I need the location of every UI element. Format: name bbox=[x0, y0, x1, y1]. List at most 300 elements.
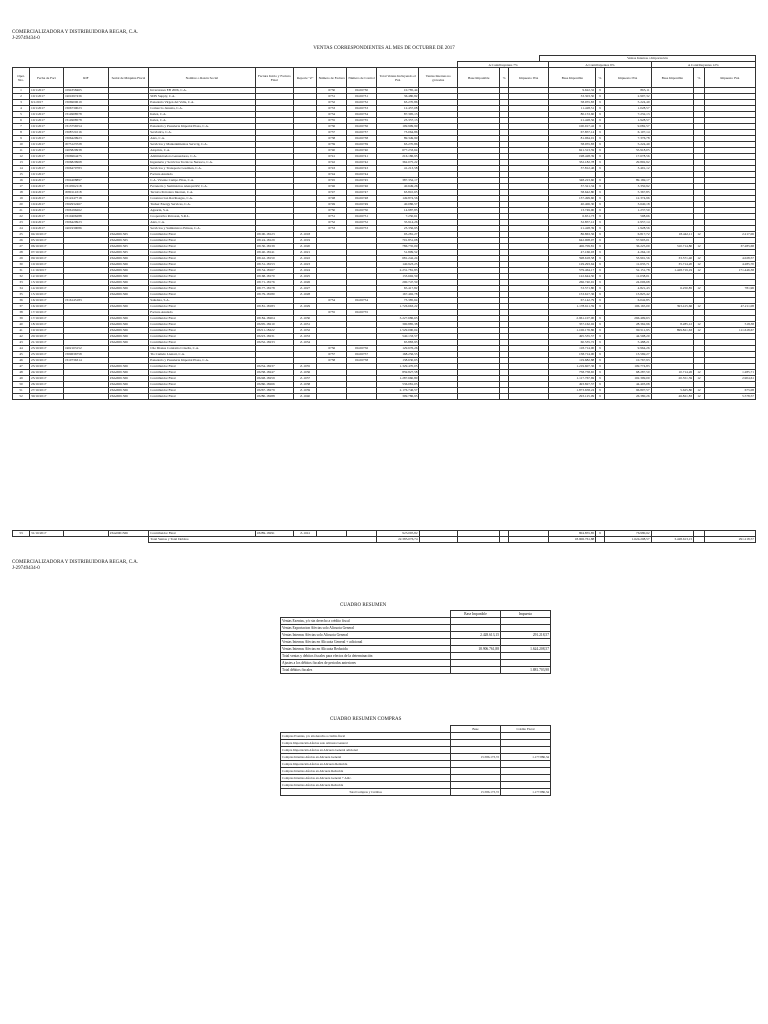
table-cell: 2.957,14 bbox=[604, 220, 651, 226]
column-header-row bbox=[13, 68, 756, 88]
table-cell bbox=[500, 394, 509, 400]
purchases-value bbox=[501, 747, 551, 754]
table-cell bbox=[317, 394, 347, 400]
table-cell: 3.401,12 bbox=[604, 166, 651, 172]
table-cell: 50 bbox=[13, 382, 30, 388]
table-cell bbox=[347, 394, 377, 400]
table-cell: 23/10/2017 bbox=[30, 358, 64, 364]
table-cell: 58.642,80 bbox=[549, 190, 596, 196]
table-cell: 9 bbox=[596, 250, 605, 256]
table-cell: 1.028,57 bbox=[604, 106, 651, 112]
table-cell: 31/10/2017 bbox=[30, 531, 64, 537]
summary-value bbox=[501, 660, 551, 667]
column-header: Base Imponible bbox=[651, 68, 694, 88]
table-cell: SDN Supply, C.A. bbox=[149, 94, 255, 100]
footer-company-rif: J-29749434-0 bbox=[12, 566, 40, 571]
table-cell: 518,38 bbox=[704, 322, 755, 328]
table-cell: 6732 bbox=[317, 100, 347, 106]
table-cell: 5.224,49 bbox=[604, 100, 651, 106]
table-cell: 9 bbox=[596, 106, 605, 112]
table-cell: 8.285,12 bbox=[651, 322, 694, 328]
total-base-9: 18.906.761,88 bbox=[549, 537, 596, 543]
summary-label: Total ventas y debitos fiscales para efectos de la determinación bbox=[281, 653, 451, 660]
table-cell: 17 bbox=[13, 184, 30, 190]
table-cell: 4 bbox=[13, 106, 30, 112]
table-cell: 153.617,36 bbox=[549, 292, 596, 298]
table-cell: 36.225,09 bbox=[604, 244, 651, 250]
purchases-total-row bbox=[281, 789, 551, 796]
summary-label: Ajustes a los débitos fiscales de periodos anteriores bbox=[281, 660, 451, 667]
table-cell: 12.457,08 bbox=[376, 106, 419, 112]
table-cell: Ingenieria y Servicios Tecnicos Nerusca, C.A. bbox=[149, 160, 255, 166]
table-cell: 18130-18139 bbox=[255, 244, 293, 250]
table-cell: 266.499,63 bbox=[604, 316, 651, 322]
table-cell: 25 bbox=[13, 232, 30, 238]
table-cell: Contribuidor Final bbox=[149, 531, 255, 537]
table-cell: 18211-18222 bbox=[255, 328, 293, 334]
table-cell: 2 bbox=[13, 94, 30, 100]
table-cell: 18140-18141 bbox=[255, 250, 293, 256]
table-cell: 00-06758 bbox=[347, 358, 377, 364]
purchases-value bbox=[501, 768, 551, 775]
table-cell: J080114318 bbox=[64, 190, 109, 196]
table-cell: 44.598,20 bbox=[604, 334, 651, 340]
table-cell: 106.165,00 bbox=[604, 304, 651, 310]
table-cell: 26/10/2017 bbox=[30, 382, 64, 388]
table-cell: 100.917,42 bbox=[549, 124, 596, 130]
table-cell: 6756 bbox=[317, 346, 347, 352]
table-cell: 12 bbox=[694, 244, 705, 250]
table-cell: Contribuidor Final bbox=[149, 304, 255, 310]
table-cell: 14.987,85 bbox=[376, 208, 419, 214]
table-cell: 00-06733 bbox=[347, 106, 377, 112]
table-cell: Ferreteria y Suministros Alenqui RV, C.A. bbox=[149, 184, 255, 190]
column-header: Número de Factura bbox=[317, 68, 347, 88]
table-cell: 2.961.107,00 bbox=[549, 316, 596, 322]
table-cell: 119.682,88 bbox=[549, 358, 596, 364]
table-cell: 58.055,83 bbox=[549, 100, 596, 106]
table-cell: 4.285,70 bbox=[704, 262, 755, 268]
table-cell: Contribuidor Final bbox=[149, 388, 255, 394]
table-cell: 89.349,99 bbox=[376, 136, 419, 142]
purchases-row bbox=[281, 775, 551, 782]
table-cell: 3.640,18 bbox=[604, 202, 651, 208]
table-cell: Clie Dianas Contratia Crisella, C.A. bbox=[149, 346, 255, 352]
table-cell: 99.511,95 bbox=[604, 328, 651, 334]
purchases-value bbox=[501, 733, 551, 740]
table-cell: 40.649,26 bbox=[376, 184, 419, 190]
table-cell: 9 bbox=[596, 280, 605, 286]
table-cell: 20.551,59 bbox=[651, 376, 694, 382]
table-cell: 10/4/2017 bbox=[30, 178, 64, 184]
table-cell: 6737 bbox=[317, 130, 347, 136]
table-cell: Contribuidor Final bbox=[149, 334, 255, 340]
table-cell: 348.223,60 bbox=[549, 178, 596, 184]
table-cell: 167.492,78 bbox=[376, 292, 419, 298]
table-cell: 00-06741 bbox=[347, 154, 377, 160]
table-cell: Z6A0001566 bbox=[108, 292, 148, 298]
table-cell: Alex, C.A. bbox=[149, 220, 255, 226]
table-cell: 9 bbox=[596, 244, 605, 250]
table-cell: 12 bbox=[694, 394, 705, 400]
table-cell: Contribuidor Final bbox=[149, 286, 255, 292]
table-cell: 4.821,43 bbox=[604, 286, 651, 292]
table-cell: Cooperativa Petrosan, S.R.L. bbox=[149, 214, 255, 220]
table-cell: 63.810,65 bbox=[376, 190, 419, 196]
table-cell: 9 bbox=[596, 352, 605, 358]
table-cell: 24/10/2017 bbox=[30, 370, 64, 376]
table-cell: 7.250,61 bbox=[376, 214, 419, 220]
table-cell: 6747 bbox=[317, 190, 347, 196]
table-cell: Administradora Genuadores, C.A. bbox=[149, 154, 255, 160]
summary-value bbox=[501, 639, 551, 646]
table-cell: J401939086 bbox=[64, 226, 109, 232]
table-cell: 6 bbox=[13, 118, 30, 124]
table-cell: 36 bbox=[13, 298, 30, 304]
table-cell: 10.767,93 bbox=[604, 358, 651, 364]
table-cell: Z-1039 bbox=[293, 388, 316, 394]
total-sales: 22.385.076,74 bbox=[376, 537, 419, 543]
purchases-value bbox=[451, 733, 501, 740]
table-cell: 675,08 bbox=[704, 388, 755, 394]
table-cell: 293.125,09 bbox=[549, 394, 596, 400]
table-cell: 10/1/2017 bbox=[30, 154, 64, 160]
table-cell: Z-1040 bbox=[293, 394, 316, 400]
table-cell: J294358465 bbox=[64, 88, 109, 94]
table-cell: 18171-18176 bbox=[255, 280, 293, 286]
table-cell: 23.356,95 bbox=[376, 226, 419, 232]
table-cell: 15/10/2017 bbox=[30, 292, 64, 298]
table-cell: 642.908,07 bbox=[549, 238, 596, 244]
table-cell: 9 bbox=[596, 112, 605, 118]
table-cell: 6.651,73 bbox=[549, 214, 596, 220]
table-cell: J073123728 bbox=[64, 142, 109, 148]
table-row bbox=[13, 394, 756, 400]
table-cell: 20/10/2017 bbox=[30, 334, 64, 340]
summary-header-base: Base Imponible bbox=[451, 611, 501, 618]
table-cell: 18151-18153 bbox=[255, 262, 293, 268]
table-cell: 9.082,57 bbox=[604, 124, 651, 130]
table-cell: 6755 bbox=[317, 310, 347, 316]
table-cell: 6.107,14 bbox=[604, 130, 651, 136]
table-cell: C.A. Vicente Campo Elias, C.A. bbox=[149, 178, 255, 184]
table-cell: 67.857,14 bbox=[549, 130, 596, 136]
table-cell: 6757 bbox=[317, 352, 347, 358]
table-cell: 1.873.658,24 bbox=[549, 388, 596, 394]
summary-value bbox=[451, 618, 501, 625]
table-cell: Servisilca, C.A. bbox=[149, 130, 255, 136]
table-cell: Contribuidor Final bbox=[149, 280, 255, 286]
table-cell: 7.376,78 bbox=[604, 136, 651, 142]
table-cell: Z-1041 bbox=[293, 531, 316, 537]
table-cell: 11 bbox=[13, 148, 30, 154]
table-cell: 6753 bbox=[317, 226, 347, 232]
table-cell: 12 bbox=[694, 286, 705, 292]
table-cell: Z6A0001566 bbox=[108, 370, 148, 376]
table-cell: 266.740,91 bbox=[549, 280, 596, 286]
table-cell: 2.217,06 bbox=[704, 232, 755, 238]
table-cell: 39 bbox=[13, 316, 30, 322]
table-cell: 13.569,27 bbox=[604, 352, 651, 358]
table-cell: 9 bbox=[596, 334, 605, 340]
table-cell: 28 bbox=[13, 250, 30, 256]
table-cell: 48 bbox=[13, 370, 30, 376]
table-cell: Z6A0001566 bbox=[108, 328, 148, 334]
table-cell: 11.635,71 bbox=[604, 262, 651, 268]
purchases-summary-title: CUADRO RESUMEN COMPRAS bbox=[330, 717, 402, 722]
table-cell: 10/1/2017 bbox=[30, 136, 64, 142]
table-cell: 406.709,81 bbox=[549, 244, 596, 250]
table-cell: J314908578 bbox=[64, 112, 109, 118]
table-cell: 22 bbox=[13, 214, 30, 220]
table-cell: J306470783 bbox=[64, 166, 109, 172]
table-cell: 28.362,96 bbox=[604, 322, 651, 328]
table-cell: J312247718 bbox=[64, 196, 109, 202]
table-cell: 87.395,13 bbox=[376, 112, 419, 118]
table-cell: 14 bbox=[13, 166, 30, 172]
purchases-value bbox=[451, 747, 501, 754]
column-header: % bbox=[500, 68, 509, 88]
table-cell: 00-06752 bbox=[347, 220, 377, 226]
table-cell: J306900619 bbox=[64, 100, 109, 106]
table-cell: 536.081,05 bbox=[376, 382, 419, 388]
table-cell: 76.980,62 bbox=[604, 531, 651, 537]
table-cell: 6749 bbox=[317, 202, 347, 208]
table-cell: 6/1/2017 bbox=[30, 100, 64, 106]
table-cell: 18124-18129 bbox=[255, 238, 293, 244]
summary-row bbox=[281, 667, 551, 674]
table-cell: Z-1019 bbox=[293, 238, 316, 244]
table-cell: 00-06734 bbox=[347, 112, 377, 118]
table-cell: 58.055,83 bbox=[549, 142, 596, 148]
table-cell: 29 bbox=[13, 256, 30, 262]
table-cell: 290.747,59 bbox=[376, 280, 419, 286]
table-cell: 11.038,01 bbox=[604, 274, 651, 280]
table-cell: 6740 bbox=[317, 148, 347, 154]
table-cell: 6733 bbox=[317, 106, 347, 112]
table-cell: 6730 bbox=[317, 88, 347, 94]
table-cell: J403820938 bbox=[64, 148, 109, 154]
table-cell: Z-1023 bbox=[293, 262, 316, 268]
summary-title: CUADRO RESUMEN bbox=[340, 603, 387, 608]
table-cell: 6734 bbox=[317, 112, 347, 118]
table-cell: Contribuidor Final bbox=[149, 262, 255, 268]
column-header: % bbox=[596, 68, 605, 88]
table-cell: 9 bbox=[596, 202, 605, 208]
table-cell: 1.219.607,36 bbox=[549, 364, 596, 370]
table-cell: Z-1036 bbox=[293, 370, 316, 376]
table-cell: Z6A0001566 bbox=[108, 262, 148, 268]
table-cell: 18223-18231 bbox=[255, 334, 293, 340]
table-cell: 80.153,60 bbox=[549, 112, 596, 118]
table-cell: J306964475 bbox=[64, 154, 109, 160]
table-cell: 1.178.611,59 bbox=[549, 304, 596, 310]
table-cell: Z6A0001566 bbox=[108, 531, 148, 537]
table-cell: 20 bbox=[13, 202, 30, 208]
table-cell: 16/10/2017 bbox=[30, 298, 64, 304]
table-cell: 2.176.746,57 bbox=[376, 388, 419, 394]
table-cell: Z6A0001566 bbox=[108, 376, 148, 382]
table-cell: 310.714,80 bbox=[651, 244, 694, 250]
table-cell: 13 bbox=[13, 160, 30, 166]
table-cell: Construccion Ravihaagas, C.A. bbox=[149, 196, 255, 202]
table-cell: 35.714,20 bbox=[651, 262, 694, 268]
table-cell: Contribuidor Final bbox=[149, 250, 255, 256]
table-cell: J306429923 bbox=[64, 220, 109, 226]
table-cell: 26 bbox=[13, 238, 30, 244]
table-cell: 129.676,26 bbox=[376, 346, 419, 352]
table-cell: 9 bbox=[13, 136, 30, 142]
summary-value: 291.218,57 bbox=[501, 632, 551, 639]
table-cell: J402103152 bbox=[64, 346, 109, 352]
total-iva-12: 291.218,57 bbox=[704, 537, 755, 543]
table-cell: J304408897 bbox=[64, 178, 109, 184]
table-cell: 42 bbox=[13, 334, 30, 340]
purchases-total-label: Total Compras y Créditos bbox=[281, 789, 451, 796]
table-cell: 6743 bbox=[317, 166, 347, 172]
table-cell: 00-06737 bbox=[347, 130, 377, 136]
column-header: Nombre o Razón Social bbox=[149, 68, 255, 88]
table-cell: 9 bbox=[596, 184, 605, 190]
table-cell: J309636758 bbox=[64, 352, 109, 358]
table-cell: 10/4/2017 bbox=[30, 220, 64, 226]
table-cell: 31 bbox=[13, 268, 30, 274]
table-cell: 46.821,83 bbox=[651, 394, 694, 400]
table-cell: Servicios y Mantenimientos Servcig, C.A. bbox=[149, 142, 255, 148]
table-cell: 10/4/2017 bbox=[30, 190, 64, 196]
table-cell: Kalex, C.A. bbox=[149, 118, 255, 124]
table-cell: 00-06754 bbox=[347, 298, 377, 304]
summary-row bbox=[281, 660, 551, 667]
table-cell: 122.644,50 bbox=[549, 274, 596, 280]
table-cell: 51.809,52 bbox=[376, 250, 419, 256]
table-cell: 73.064,86 bbox=[376, 130, 419, 136]
table-cell: J310406288 bbox=[64, 214, 109, 220]
table-cell: 899.821,63 bbox=[651, 328, 694, 334]
table-cell: 81.964,01 bbox=[549, 136, 596, 142]
table-cell: 10/1/2017 bbox=[30, 88, 64, 94]
table-cell: 09/10/2017 bbox=[30, 256, 64, 262]
table-cell: 65.883,93 bbox=[376, 340, 419, 346]
table-cell: 46 bbox=[13, 358, 30, 364]
table-cell: 63.270,86 bbox=[376, 100, 419, 106]
table-cell: 681.242,24 bbox=[376, 256, 419, 262]
column-header: Ventas Internas no gravadas bbox=[419, 68, 457, 88]
table-cell: 89.169,17 bbox=[604, 178, 651, 184]
table-cell: 9 bbox=[596, 304, 605, 310]
table-cell: Tio Camelo Lienart, C.A. bbox=[149, 352, 255, 358]
table-cell: Z-1038 bbox=[293, 382, 316, 388]
table-cell: 18184-18204 bbox=[255, 316, 293, 322]
summary-value bbox=[501, 625, 551, 632]
purchases-row bbox=[281, 733, 551, 740]
column-header: Número de Control bbox=[347, 68, 377, 88]
table-cell: 598.618,58 bbox=[549, 256, 596, 262]
table-cell: 10/1/2017 bbox=[30, 166, 64, 172]
table-cell: 859.827,58 bbox=[376, 370, 419, 376]
purchases-value bbox=[501, 761, 551, 768]
table-cell: 33.303,50 bbox=[549, 94, 596, 100]
purchases-summary-table bbox=[280, 725, 551, 796]
table-cell: Z-1026 bbox=[293, 280, 316, 286]
table-cell: 34 bbox=[13, 286, 30, 292]
purchases-label: Compras Internas Afectas en Alicuota Reducida bbox=[281, 768, 451, 775]
table-cell: Contribuidor Final bbox=[149, 376, 255, 382]
table-cell: 9 bbox=[596, 130, 605, 136]
purchases-row bbox=[281, 754, 551, 761]
table-cell: 10/4/2017 bbox=[30, 184, 64, 190]
table-cell: 6754 bbox=[317, 298, 347, 304]
table-cell: 6758 bbox=[317, 358, 347, 364]
purchases-row bbox=[281, 740, 551, 747]
summary-value bbox=[501, 618, 551, 625]
table-cell: 6744 bbox=[317, 172, 347, 178]
table-cell: 12/10/2017 bbox=[30, 274, 64, 280]
table-cell: 40 bbox=[13, 322, 30, 328]
table-cell: 9 bbox=[596, 100, 605, 106]
table-cell: 04/10/2017 bbox=[30, 232, 64, 238]
table-cell: Z-1024 bbox=[293, 268, 316, 274]
purchases-label: Compras Exentas, y/o sin derecho a crédito fiscal bbox=[281, 733, 451, 740]
summary-value: 1.624.208,57 bbox=[501, 646, 551, 653]
table-cell: 24.006,68 bbox=[604, 280, 651, 286]
table-cell: Tecnica Petrolera Internet, C.A. bbox=[149, 190, 255, 196]
table-cell: 9 bbox=[596, 160, 605, 166]
table-cell: 00-06740 bbox=[347, 148, 377, 154]
purchases-total-value: 15.586.173,72 bbox=[451, 789, 501, 796]
table-cell: 10 bbox=[13, 142, 30, 148]
table-cell: 53 bbox=[13, 531, 30, 537]
table-cell: 35.914,26 bbox=[376, 220, 419, 226]
table-cell: 9 bbox=[596, 370, 605, 376]
purchases-row bbox=[281, 782, 551, 789]
table-cell: 1.117.767,69 bbox=[549, 376, 596, 382]
summary-label: Ventas Internas Afectas en Alicuota General + adicional bbox=[281, 639, 451, 646]
table-cell: 13.825,42 bbox=[604, 292, 651, 298]
table-cell: 621.313,59 bbox=[549, 148, 596, 154]
summary-row bbox=[281, 618, 551, 625]
table-cell: 23 bbox=[13, 220, 30, 226]
table-cell bbox=[419, 394, 457, 400]
summary-table bbox=[280, 610, 551, 674]
purchases-header-base: Base bbox=[451, 726, 501, 733]
table-cell: J313756554 bbox=[64, 124, 109, 130]
table-cell: 9 bbox=[596, 328, 605, 334]
table-cell: Z6A0001566 bbox=[108, 274, 148, 280]
table-cell: 158.714,00 bbox=[549, 352, 596, 358]
table-cell: 6751 bbox=[317, 214, 347, 220]
column-header: Factura Inicio y Factura Final bbox=[255, 68, 293, 88]
table-cell: 18205-18210 bbox=[255, 322, 293, 328]
table-cell: 4.028,57 bbox=[704, 256, 755, 262]
purchases-total-value: 1.177.886,34 bbox=[501, 789, 551, 796]
table-cell: 3 bbox=[13, 100, 30, 106]
table-cell: 171.446,38 bbox=[704, 268, 755, 274]
table-cell: Panaderia y Pasteleria Imperial Plaza, C.A. bbox=[149, 124, 255, 130]
table-cell: 18142-18150 bbox=[255, 256, 293, 262]
table-cell: 10/1/2017 bbox=[30, 142, 64, 148]
table-cell: Z-1032 bbox=[293, 328, 316, 334]
table-cell: 1.529.090,04 bbox=[376, 328, 419, 334]
table-cell: 8 bbox=[13, 130, 30, 136]
table-cell: 00-06753 bbox=[347, 226, 377, 232]
purchases-label: Compras Internas Afectas en Alicuota General bbox=[281, 754, 451, 761]
table-cell: 00-06757 bbox=[347, 352, 377, 358]
table-cell: 73.385,64 bbox=[376, 298, 419, 304]
table-cell bbox=[457, 394, 500, 400]
table-cell: Z6A0001565 bbox=[108, 238, 148, 244]
table-cell: J306829968 bbox=[64, 160, 109, 166]
